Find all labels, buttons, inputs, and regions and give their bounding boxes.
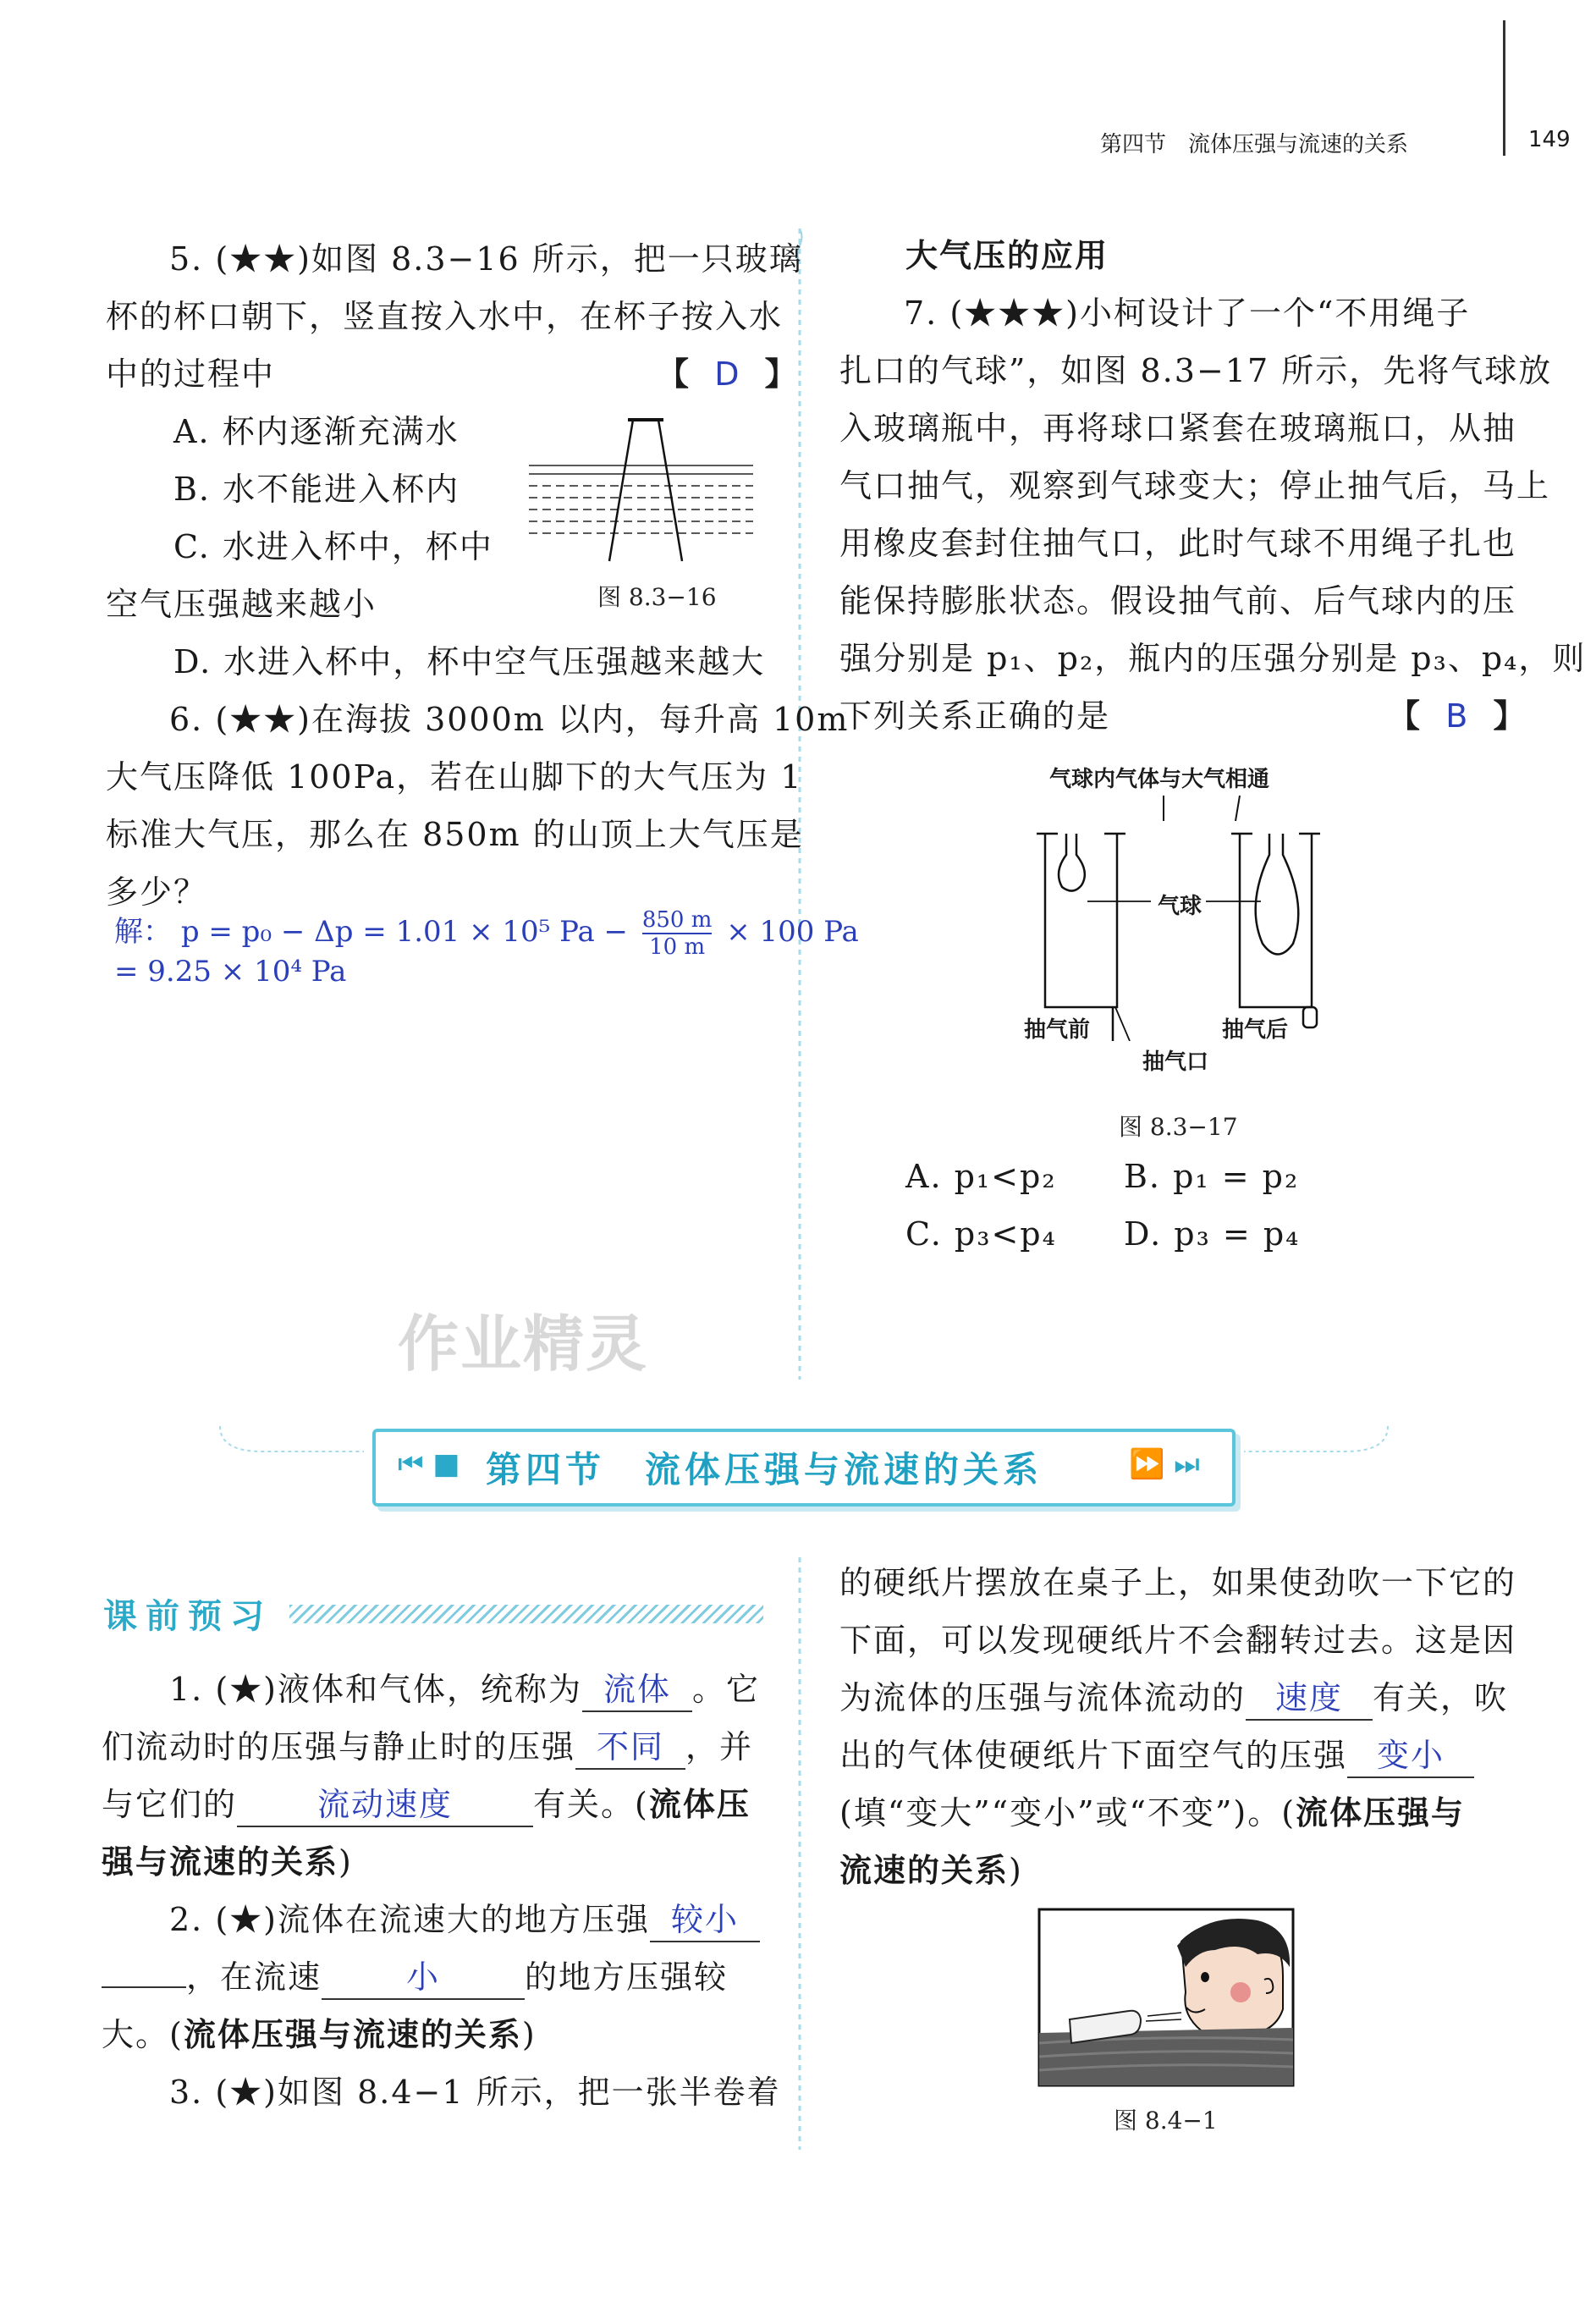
q3-tag-part2: 流速的关系	[839, 1852, 1010, 1889]
q7-figure-caption: 图 8.3−17	[1119, 1113, 1238, 1141]
q1-text-g: )	[338, 1843, 353, 1881]
q7-option-d: D. p₃ = p₄	[1124, 1215, 1301, 1253]
q7-line7: 强分别是 p₁、p₂，瓶内的压强分别是 p₃、p₄，则	[839, 640, 1587, 677]
q2-tag: 流体压强与流速的关系	[183, 2016, 522, 2053]
q1-line4	[102, 1833, 353, 1891]
fig17-label-port: 抽气口	[1142, 1049, 1209, 1075]
balloon-large	[1256, 834, 1299, 955]
q7-line4: 气口抽气，观察到气球变大；停止抽气后，马上	[839, 467, 1551, 504]
q2-text-c: 的地方压强较	[525, 1958, 729, 1996]
atmos-heading: 大气压的应用	[905, 237, 1109, 274]
q1-tag-part2: 强与流速的关系	[102, 1843, 339, 1881]
q1-text-d: ，并	[685, 1728, 754, 1765]
q2-line1	[169, 1891, 760, 1948]
q5-line3: 中的过程中	[106, 355, 276, 393]
q1-line1	[169, 1661, 760, 1718]
header-section-title: 第四节 流体压强与流速的关系	[1100, 132, 1409, 157]
header-divider	[1503, 20, 1505, 156]
q1-text-b: 。它	[692, 1671, 761, 1708]
q5-line1: 5. (★★)如图 8.3−16 所示，把一只玻璃	[169, 240, 803, 278]
q3-tag-part1: 流体压强与	[1296, 1794, 1466, 1832]
preview-heading	[103, 1589, 763, 1640]
q5-option-b: B. 水不能进入杯内	[173, 471, 460, 508]
fig17-label-balloon: 气球	[1158, 894, 1203, 919]
q5-option-a: A. 杯内逐渐充满水	[173, 413, 460, 450]
q5-option-c2: 空气压强越来越小	[106, 586, 377, 623]
section-banner	[372, 1429, 1236, 1507]
q1-text-f: 有关。(	[533, 1786, 649, 1823]
q1-blank3[interactable]	[237, 1783, 533, 1827]
q3-text-l6b: )	[1009, 1852, 1023, 1889]
q7-answer: B	[1445, 697, 1470, 735]
q6-solution-expr1: p = p₀ − Δp = 1.01 × 10⁵ Pa −	[180, 915, 629, 949]
q5-option-d: D. 水进入杯中，杯中空气压强越来越大	[173, 643, 766, 680]
preview-heading-text: 课前预习	[103, 1597, 272, 1636]
q7-option-b: B. p₁ = p₂	[1124, 1158, 1300, 1195]
q1-text-c: 们流动时的压强与静止时的压强	[102, 1728, 576, 1765]
q2-blank1-continued	[102, 1986, 186, 1988]
fig17-label-top: 气球内气体与大气相通	[1049, 767, 1270, 792]
q3-line1: 3. (★)如图 8.4−1 所示，把一张半卷着	[169, 2074, 781, 2111]
q7-answer-bracket: 【 B 】	[1388, 697, 1527, 735]
q1-answer3: 流动速度	[317, 1786, 454, 1823]
figure-8-4-1	[1037, 1908, 1295, 2087]
q1-blank1[interactable]	[582, 1668, 692, 1712]
q5-option-c1: C. 水进入杯中，杯中	[173, 528, 493, 565]
q2-line2	[102, 1948, 728, 2006]
figure-8-3-16	[525, 413, 762, 565]
q3-cont-line2: 下面，可以发现硬纸片不会翻转过去。这是因	[839, 1622, 1517, 1659]
q7-line3: 入玻璃瓶中，再将球口紧套在玻璃瓶口，从抽	[839, 410, 1517, 447]
q1-text-a: 1. (★)液体和气体，统称为	[169, 1671, 582, 1708]
q2-answer2: 小	[406, 1958, 441, 1996]
q1-text-e: 与它们的	[102, 1786, 238, 1823]
bottle-after	[1231, 834, 1320, 1027]
q2-text-b: ，在流速	[186, 1958, 322, 1996]
q6-solution-expr2: × 100 Pa	[726, 915, 859, 949]
fig17-label-after: 抽气后	[1222, 1017, 1289, 1043]
q3-text-l3b: 有关，吹	[1373, 1679, 1509, 1716]
q3-cont-line6	[839, 1842, 1023, 1899]
q2-text-d: 大。(	[102, 2016, 184, 2053]
q7-line6: 能保持膨胀状态。假设抽气前、后气球内的压	[839, 582, 1517, 620]
q3-cont-line1: 的硬纸片摆放在桌子上，如果使劲吹一下它的	[839, 1564, 1517, 1601]
column-divider-bottom	[794, 1557, 806, 2150]
q3-answer2: 变小	[1377, 1737, 1445, 1774]
q6-solution-line1	[114, 907, 859, 960]
q3-text-l3a: 为流体的压强与流体流动的	[839, 1679, 1247, 1716]
q5-figure-caption: 图 8.3−16	[597, 583, 717, 611]
q2-blank2[interactable]	[322, 1956, 525, 2000]
q3-text-l4a: 出的气体使硬纸片下面空气的压强	[839, 1737, 1348, 1774]
q6-fraction-numerator: 850 m	[641, 907, 713, 933]
balloon-small	[1059, 834, 1085, 891]
q3-figure-caption: 图 8.4−1	[1114, 2107, 1218, 2135]
q3-cont-line3	[839, 1669, 1508, 1727]
q3-cont-line5	[839, 1784, 1465, 1842]
q3-text-l5a: (填“变大”“变小”或“不变”)。(	[839, 1794, 1296, 1832]
banner-right-arrows: ⏩ ⏭	[1129, 1447, 1200, 1481]
watermark: 作业精灵	[398, 1308, 649, 1380]
q3-answer1: 速度	[1275, 1679, 1344, 1716]
q6-solution-fraction	[642, 907, 713, 960]
q1-blank2[interactable]	[575, 1726, 685, 1770]
inverted-cup	[609, 420, 682, 561]
q1-answer2: 不同	[597, 1728, 665, 1765]
q6-solution-label: 解：	[114, 915, 172, 949]
q2-line3	[102, 2006, 537, 2063]
bottle-before	[1037, 834, 1125, 1041]
q5-answer-bracket: 【 D 】	[657, 355, 799, 393]
page-number: 149	[1528, 127, 1571, 152]
q6-line2: 大气压降低 100Pa，若在山脚下的大气压为 1	[106, 758, 803, 796]
q7-option-c: C. p₃<p₄	[905, 1215, 1057, 1253]
q2-text-a: 2. (★)流体在流速大的地方压强	[169, 1901, 650, 1938]
preview-heading-hatch	[289, 1605, 763, 1623]
q7-line8: 下列关系正确的是	[839, 697, 1111, 735]
q2-answer1: 较小	[670, 1901, 739, 1938]
q3-blank2[interactable]	[1347, 1734, 1474, 1778]
q5-answer: D	[714, 355, 741, 393]
banner-title: 第四节 流体压强与流速的关系	[486, 1449, 1043, 1490]
q7-line1: 7. (★★★)小柯设计了一个“不用绳子	[904, 295, 1471, 332]
q6-fraction-denominator: 10 m	[649, 934, 706, 960]
q1-tag-part1: 流体压	[648, 1786, 751, 1823]
page-header	[1100, 127, 1408, 158]
fig17-label-before: 抽气前	[1024, 1017, 1091, 1043]
q6-line1: 6. (★★)在海拔 3000m 以内，每升高 10m	[169, 701, 850, 738]
q7-line5: 用橡皮套封住抽气口，此时气球不用绳子扎也	[839, 525, 1517, 562]
q7-option-a: A. p₁<p₂	[905, 1158, 1057, 1195]
q6-line3: 标准大气压，那么在 850m 的山顶上大气压是	[106, 816, 804, 853]
banner-left-arrows: ⏮ ■	[398, 1447, 460, 1481]
q2-text-e: )	[521, 2016, 537, 2053]
water-lines	[529, 465, 753, 533]
q3-cont-line4	[839, 1727, 1474, 1784]
q7-line2: 扎口的气球”，如图 8.3−17 所示，先将气球放	[839, 352, 1553, 389]
q5-line2: 杯的杯口朝下，竖直按入水中，在杯子按入水	[106, 298, 784, 335]
q1-line3	[102, 1776, 751, 1833]
q1-answer1: 流体	[603, 1671, 671, 1708]
q6-line4: 多少？	[106, 873, 208, 911]
q1-line2	[102, 1718, 753, 1776]
q2-blank1[interactable]	[650, 1898, 760, 1942]
q3-blank1[interactable]	[1246, 1677, 1373, 1721]
q6-solution-line2: = 9.25 × 10⁴ Pa	[114, 955, 347, 989]
